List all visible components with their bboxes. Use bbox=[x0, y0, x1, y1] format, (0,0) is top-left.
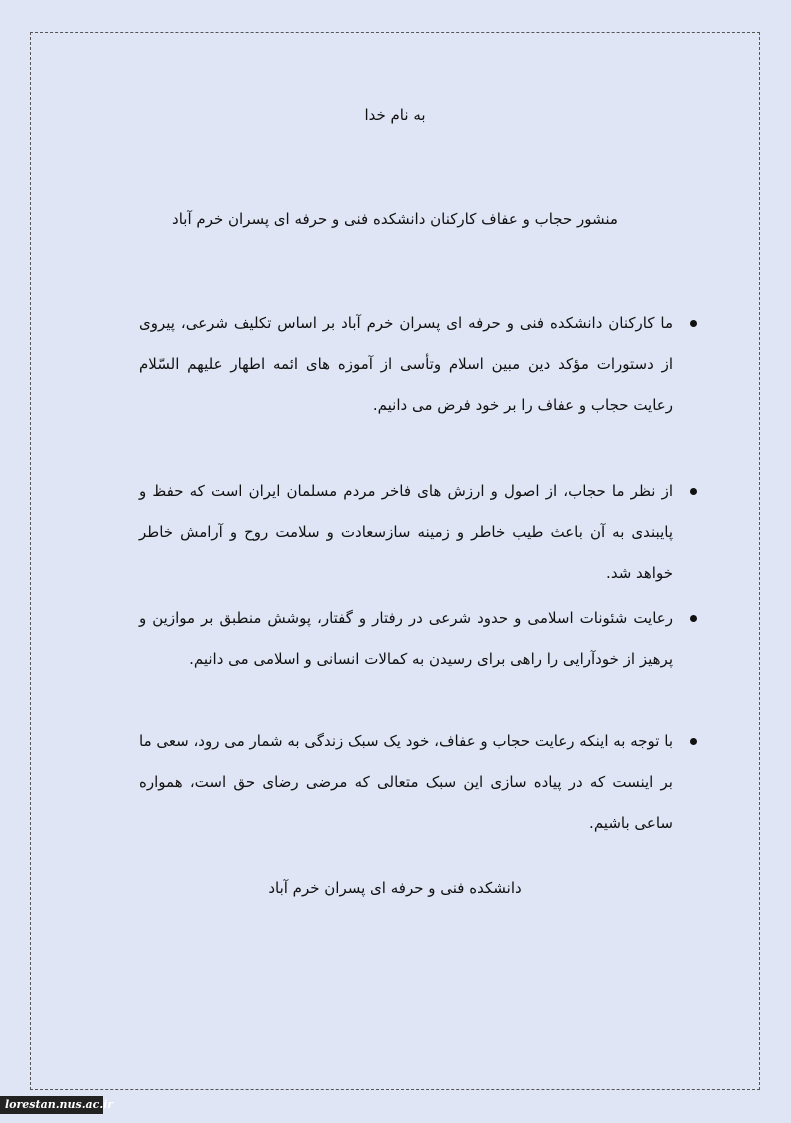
list-item-text: از نظر ما حجاب، از اصول و ارزش های فاخر مردم مسلمان ایران است که حفظ و پایبندی به آن باعث طیب خاطر و زمینه سازسعادت و سلامت روح و آرامش خاطر خواهد شد. bbox=[139, 482, 673, 582]
list-item bbox=[139, 303, 673, 426]
source-watermark: lorestan.nus.ac.ir bbox=[0, 1096, 103, 1114]
list-item bbox=[139, 598, 673, 680]
list-item-text: رعایت شئونات اسلامی و حدود شرعی در رفتار و گفتار، پوشش منطبق بر موازین و پرهیز از خودآرایی را راهی برای رسیدن به کمالات انسانی و اسلامی می دانیم. bbox=[139, 609, 673, 668]
basmala-heading: به نام خدا bbox=[364, 106, 426, 124]
bullet-icon bbox=[690, 738, 697, 745]
charter-title: منشور حجاب و عفاف کارکنان دانشکده فنی و حرفه ای پسران خرم آباد bbox=[172, 210, 618, 228]
list-item bbox=[139, 721, 673, 844]
footer-signature: دانشکده فنی و حرفه ای پسران خرم آباد bbox=[268, 879, 522, 897]
bullet-icon bbox=[690, 488, 697, 495]
list-item bbox=[139, 471, 673, 594]
bullet-icon bbox=[690, 320, 697, 327]
document-page bbox=[30, 32, 760, 1090]
list-item-text: با توجه به اینکه رعایت حجاب و عفاف، خود یک سبک زندگی به شمار می رود، سعی ما بر اینست که در پیاده سازی این سبک متعالی که مرضی رضای حق است، همواره ساعی باشیم. bbox=[139, 732, 673, 832]
list-item-text: ما کارکنان دانشکده فنی و حرفه ای پسران خرم آباد بر اساس تکلیف شرعی، پیروی از دستورات مؤکد دین مبین اسلام وتأسی از آموزه های ائمه اطهار علیهم السّلام رعایت حجاب و عفاف را بر خود فرض می دانیم. bbox=[139, 314, 673, 414]
bullet-icon bbox=[690, 615, 697, 622]
